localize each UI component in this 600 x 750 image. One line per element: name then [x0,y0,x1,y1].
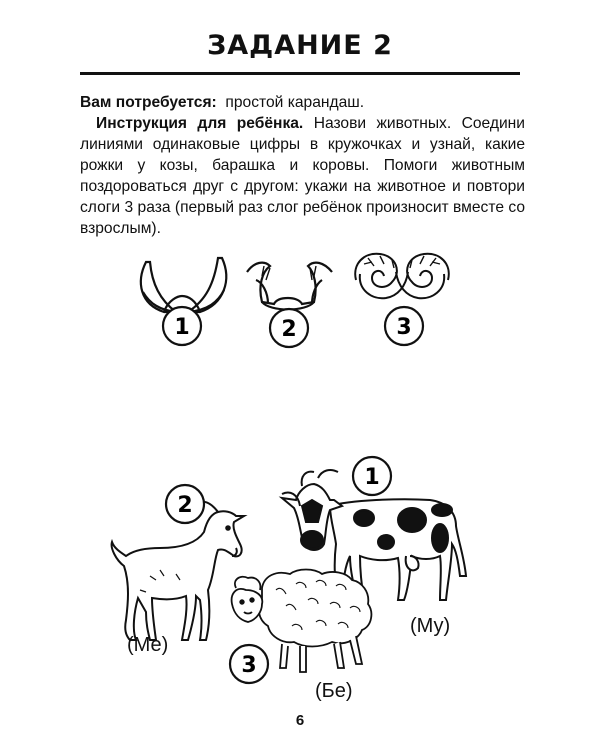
horn-number-circle-3[interactable] [385,307,423,345]
cow-horns-icon [141,258,226,312]
page-title: ЗАДАНИЕ 2 [207,30,393,61]
horn-number-3: 3 [396,315,412,340]
horn-number-1: 1 [174,315,190,340]
sheep-number: 3 [241,653,257,678]
goat-number: 2 [177,493,193,518]
goat-sound-label: (Ме) [127,634,169,656]
goat-horns-icon [247,263,332,310]
goat-number-circle[interactable] [166,485,204,523]
materials-text: простой карандаш. [225,94,365,111]
materials-label: Вам потребуется: [80,94,217,111]
ram-horns-icon [355,254,449,298]
cow-sound-label: (Му) [410,615,451,637]
sheep-sound-label: (Бе) [315,680,353,702]
horn-number-circle-2[interactable] [270,309,308,347]
page-number: 6 [295,712,305,729]
instruction-text: Назови животных. Соедини линиями одинаковые цифры в кружочках и узнай, какие рожки у козы, барашка и коровы. Помоги животным поздороваться друг с другом: укажи на животное и повтори слоги 3 раза (первый раз слог ребёнок произносит вместе со взрослым). [80,115,525,237]
cow-number: 1 [364,465,380,490]
cow-number-circle[interactable] [353,457,391,495]
horn-number-2: 2 [281,317,297,342]
sheep-number-circle[interactable] [230,645,268,683]
instruction-label: Инструкция для ребёнка. [96,115,304,132]
horn-number-circle-1[interactable] [163,307,201,345]
